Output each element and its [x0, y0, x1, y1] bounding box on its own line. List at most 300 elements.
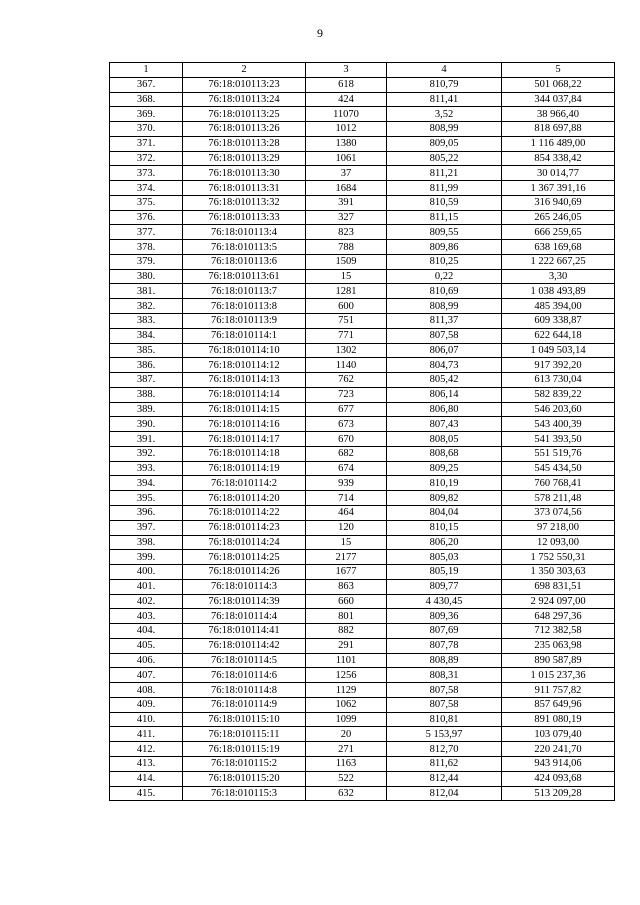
rate-cell: 809,36: [387, 609, 502, 624]
area-cell: 424: [306, 92, 387, 107]
area-cell: 677: [306, 402, 387, 417]
row-number-cell: 385.: [110, 343, 183, 358]
amount-cell: 541 393,50: [502, 432, 615, 447]
table-row: [110, 624, 615, 639]
cadastral-number-cell: 76:18:010114:2: [183, 476, 306, 491]
amount-cell: 235 063,98: [502, 638, 615, 653]
amount-cell: 485 394,00: [502, 299, 615, 314]
area-cell: 670: [306, 432, 387, 447]
area-cell: 801: [306, 609, 387, 624]
rate-cell: 805,22: [387, 151, 502, 166]
row-number-cell: 406.: [110, 653, 183, 668]
table-row: [110, 461, 615, 476]
rate-cell: 809,77: [387, 579, 502, 594]
table-row: [110, 343, 615, 358]
row-number-cell: 374.: [110, 181, 183, 196]
area-cell: 1061: [306, 151, 387, 166]
rate-cell: 806,80: [387, 402, 502, 417]
cadastral-number-cell: 76:18:010114:23: [183, 520, 306, 535]
amount-cell: 97 218,00: [502, 520, 615, 535]
amount-cell: 220 241,70: [502, 742, 615, 757]
area-cell: 120: [306, 520, 387, 535]
row-number-cell: 387.: [110, 373, 183, 388]
area-cell: 939: [306, 476, 387, 491]
column-header: 3: [306, 63, 387, 78]
cadastral-number-cell: 76:18:010114:8: [183, 683, 306, 698]
rate-cell: 805,03: [387, 550, 502, 565]
rate-cell: 805,19: [387, 565, 502, 580]
cadastral-number-cell: 76:18:010115:11: [183, 727, 306, 742]
cadastral-number-cell: 76:18:010114:42: [183, 638, 306, 653]
row-number-cell: 389.: [110, 402, 183, 417]
cadastral-number-cell: 76:18:010113:5: [183, 240, 306, 255]
column-header: 2: [183, 63, 306, 78]
rate-cell: 809,86: [387, 240, 502, 255]
rate-cell: 804,04: [387, 505, 502, 520]
cadastral-number-cell: 76:18:010115:10: [183, 712, 306, 727]
table-row: [110, 254, 615, 269]
cadastral-number-cell: 76:18:010114:4: [183, 609, 306, 624]
table-row: [110, 299, 615, 314]
table-row: [110, 432, 615, 447]
amount-cell: 265 246,05: [502, 210, 615, 225]
area-cell: 1380: [306, 136, 387, 151]
cadastral-number-cell: 76:18:010113:25: [183, 107, 306, 122]
amount-cell: 545 434,50: [502, 461, 615, 476]
area-cell: 1012: [306, 122, 387, 137]
amount-cell: 638 169,68: [502, 240, 615, 255]
row-number-cell: 383.: [110, 314, 183, 329]
area-cell: 1256: [306, 668, 387, 683]
row-number-cell: 370.: [110, 122, 183, 137]
row-number-cell: 407.: [110, 668, 183, 683]
area-cell: 863: [306, 579, 387, 594]
cadastral-number-cell: 76:18:010114:25: [183, 550, 306, 565]
rate-cell: 811,62: [387, 756, 502, 771]
row-number-cell: 393.: [110, 461, 183, 476]
table-row: [110, 683, 615, 698]
area-cell: 1684: [306, 181, 387, 196]
table-row: [110, 314, 615, 329]
cadastral-number-cell: 76:18:010113:6: [183, 254, 306, 269]
cadastral-number-cell: 76:18:010113:8: [183, 299, 306, 314]
rate-cell: 810,25: [387, 254, 502, 269]
cadastral-number-cell: 76:18:010115:20: [183, 771, 306, 786]
cadastral-number-cell: 76:18:010114:20: [183, 491, 306, 506]
table-row: [110, 476, 615, 491]
area-cell: 823: [306, 225, 387, 240]
area-cell: 391: [306, 195, 387, 210]
row-number-cell: 401.: [110, 579, 183, 594]
row-number-cell: 381.: [110, 284, 183, 299]
amount-cell: 103 079,40: [502, 727, 615, 742]
table-row: [110, 373, 615, 388]
table-row: [110, 417, 615, 432]
amount-cell: 1 116 489,00: [502, 136, 615, 151]
row-number-cell: 373.: [110, 166, 183, 181]
table-row: [110, 756, 615, 771]
cadastral-number-cell: 76:18:010114:19: [183, 461, 306, 476]
cadastral-number-cell: 76:18:010114:5: [183, 653, 306, 668]
table-row: [110, 92, 615, 107]
area-cell: 788: [306, 240, 387, 255]
rate-cell: 809,05: [387, 136, 502, 151]
area-cell: 327: [306, 210, 387, 225]
area-cell: 271: [306, 742, 387, 757]
cadastral-number-cell: 76:18:010115:19: [183, 742, 306, 757]
rate-cell: 807,58: [387, 697, 502, 712]
amount-cell: 373 074,56: [502, 505, 615, 520]
area-cell: 674: [306, 461, 387, 476]
row-number-cell: 413.: [110, 756, 183, 771]
area-cell: 600: [306, 299, 387, 314]
cadastral-number-cell: 76:18:010114:18: [183, 446, 306, 461]
cadastral-number-cell: 76:18:010114:3: [183, 579, 306, 594]
area-cell: 522: [306, 771, 387, 786]
table-row: [110, 166, 615, 181]
cadastral-number-cell: 76:18:010113:28: [183, 136, 306, 151]
rate-cell: 808,68: [387, 446, 502, 461]
cadastral-number-cell: 76:18:010115:3: [183, 786, 306, 801]
rate-cell: 807,43: [387, 417, 502, 432]
area-cell: 1509: [306, 254, 387, 269]
rate-cell: 805,42: [387, 373, 502, 388]
table-row: [110, 653, 615, 668]
area-cell: 1163: [306, 756, 387, 771]
cadastral-number-cell: 76:18:010113:30: [183, 166, 306, 181]
amount-cell: 857 649,96: [502, 697, 615, 712]
row-number-cell: 400.: [110, 565, 183, 580]
row-number-cell: 379.: [110, 254, 183, 269]
area-cell: 2177: [306, 550, 387, 565]
area-cell: 723: [306, 387, 387, 402]
amount-cell: 582 839,22: [502, 387, 615, 402]
rate-cell: 810,19: [387, 476, 502, 491]
table-row: [110, 210, 615, 225]
rate-cell: 804,73: [387, 358, 502, 373]
rate-cell: 809,55: [387, 225, 502, 240]
cadastral-number-cell: 76:18:010114:9: [183, 697, 306, 712]
rate-cell: 808,99: [387, 299, 502, 314]
table-row: [110, 491, 615, 506]
rate-cell: 812,70: [387, 742, 502, 757]
cadastral-number-cell: 76:18:010113:26: [183, 122, 306, 137]
row-number-cell: 398.: [110, 535, 183, 550]
amount-cell: 890 587,89: [502, 653, 615, 668]
amount-cell: 578 211,48: [502, 491, 615, 506]
area-cell: 1129: [306, 683, 387, 698]
amount-cell: 513 209,28: [502, 786, 615, 801]
area-cell: 1062: [306, 697, 387, 712]
table-row: [110, 284, 615, 299]
amount-cell: 1 752 550,31: [502, 550, 615, 565]
row-number-cell: 391.: [110, 432, 183, 447]
table-row: [110, 225, 615, 240]
amount-cell: 622 644,18: [502, 328, 615, 343]
row-number-cell: 382.: [110, 299, 183, 314]
table-row: [110, 535, 615, 550]
cadastral-number-cell: 76:18:010113:32: [183, 195, 306, 210]
cadastral-number-cell: 76:18:010114:1: [183, 328, 306, 343]
cadastral-number-cell: 76:18:010114:6: [183, 668, 306, 683]
rate-cell: 806,07: [387, 343, 502, 358]
rate-cell: 811,15: [387, 210, 502, 225]
row-number-cell: 380.: [110, 269, 183, 284]
rate-cell: 810,79: [387, 77, 502, 92]
table-row: [110, 181, 615, 196]
table-row: [110, 712, 615, 727]
amount-cell: 38 966,40: [502, 107, 615, 122]
page-number: 9: [317, 26, 323, 40]
rate-cell: 807,78: [387, 638, 502, 653]
amount-cell: 917 392,20: [502, 358, 615, 373]
amount-cell: 1 367 391,16: [502, 181, 615, 196]
cadastral-number-cell: 76:18:010114:22: [183, 505, 306, 520]
table-row: [110, 550, 615, 565]
row-number-cell: 368.: [110, 92, 183, 107]
cadastral-number-cell: 76:18:010115:2: [183, 756, 306, 771]
row-number-cell: 377.: [110, 225, 183, 240]
table-row: [110, 107, 615, 122]
amount-cell: 546 203,60: [502, 402, 615, 417]
row-number-cell: 375.: [110, 195, 183, 210]
amount-cell: 613 730,04: [502, 373, 615, 388]
table-row: [110, 771, 615, 786]
rate-cell: 4 430,45: [387, 594, 502, 609]
cadastral-number-cell: 76:18:010114:16: [183, 417, 306, 432]
table-row: [110, 565, 615, 580]
table-row: [110, 579, 615, 594]
row-number-cell: 388.: [110, 387, 183, 402]
rate-cell: 807,58: [387, 683, 502, 698]
cadastral-number-cell: 76:18:010113:23: [183, 77, 306, 92]
area-cell: 682: [306, 446, 387, 461]
area-cell: 1140: [306, 358, 387, 373]
row-number-cell: 405.: [110, 638, 183, 653]
row-number-cell: 408.: [110, 683, 183, 698]
table-body: [110, 77, 615, 801]
cadastral-number-cell: 76:18:010113:61: [183, 269, 306, 284]
amount-cell: 2 924 097,00: [502, 594, 615, 609]
row-number-cell: 394.: [110, 476, 183, 491]
amount-cell: 854 338,42: [502, 151, 615, 166]
area-cell: 15: [306, 535, 387, 550]
row-number-cell: 411.: [110, 727, 183, 742]
area-cell: 11070: [306, 107, 387, 122]
amount-cell: 760 768,41: [502, 476, 615, 491]
table-row: [110, 727, 615, 742]
column-header: 4: [387, 63, 502, 78]
cadastral-number-cell: 76:18:010113:33: [183, 210, 306, 225]
row-number-cell: 384.: [110, 328, 183, 343]
area-cell: 15: [306, 269, 387, 284]
cadastral-number-cell: 76:18:010114:26: [183, 565, 306, 580]
table-row: [110, 195, 615, 210]
column-header: 1: [110, 63, 183, 78]
rate-cell: 807,69: [387, 624, 502, 639]
row-number-cell: 386.: [110, 358, 183, 373]
table-row: [110, 786, 615, 801]
amount-cell: 648 297,36: [502, 609, 615, 624]
table-row: [110, 609, 615, 624]
rate-cell: 812,04: [387, 786, 502, 801]
rate-cell: 809,82: [387, 491, 502, 506]
area-cell: 771: [306, 328, 387, 343]
area-cell: 1302: [306, 343, 387, 358]
amount-cell: 609 338,87: [502, 314, 615, 329]
area-cell: 37: [306, 166, 387, 181]
table-row: [110, 638, 615, 653]
table-row: [110, 520, 615, 535]
cadastral-number-cell: 76:18:010113:7: [183, 284, 306, 299]
rate-cell: 810,69: [387, 284, 502, 299]
rate-cell: 806,20: [387, 535, 502, 550]
amount-cell: 12 093,00: [502, 535, 615, 550]
amount-cell: 1 350 303,63: [502, 565, 615, 580]
cadastral-number-cell: 76:18:010113:4: [183, 225, 306, 240]
row-number-cell: 410.: [110, 712, 183, 727]
amount-cell: 1 038 493,89: [502, 284, 615, 299]
rate-cell: 0,22: [387, 269, 502, 284]
row-number-cell: 372.: [110, 151, 183, 166]
row-number-cell: 376.: [110, 210, 183, 225]
cadastral-number-cell: 76:18:010114:12: [183, 358, 306, 373]
cadastral-number-cell: 76:18:010114:10: [183, 343, 306, 358]
row-number-cell: 414.: [110, 771, 183, 786]
table-row: [110, 358, 615, 373]
amount-cell: 712 382,58: [502, 624, 615, 639]
area-cell: 673: [306, 417, 387, 432]
row-number-cell: 409.: [110, 697, 183, 712]
table-row: [110, 668, 615, 683]
amount-cell: 1 222 667,25: [502, 254, 615, 269]
row-number-cell: 395.: [110, 491, 183, 506]
data-table: [109, 62, 615, 801]
amount-cell: 344 037,84: [502, 92, 615, 107]
amount-cell: 891 080,19: [502, 712, 615, 727]
row-number-cell: 403.: [110, 609, 183, 624]
table-row: [110, 77, 615, 92]
amount-cell: 818 697,88: [502, 122, 615, 137]
amount-cell: 943 914,06: [502, 756, 615, 771]
table-row: [110, 328, 615, 343]
area-cell: 618: [306, 77, 387, 92]
row-number-cell: 378.: [110, 240, 183, 255]
table-row: [110, 269, 615, 284]
cadastral-number-cell: 76:18:010114:41: [183, 624, 306, 639]
cadastral-number-cell: 76:18:010113:31: [183, 181, 306, 196]
rate-cell: 808,99: [387, 122, 502, 137]
table-row: [110, 136, 615, 151]
rate-cell: 809,25: [387, 461, 502, 476]
row-number-cell: 396.: [110, 505, 183, 520]
row-number-cell: 402.: [110, 594, 183, 609]
cadastral-number-cell: 76:18:010113:24: [183, 92, 306, 107]
row-number-cell: 404.: [110, 624, 183, 639]
amount-cell: 1 015 237,36: [502, 668, 615, 683]
rate-cell: 808,31: [387, 668, 502, 683]
cadastral-number-cell: 76:18:010114:17: [183, 432, 306, 447]
table-header-row: [110, 63, 615, 78]
area-cell: 660: [306, 594, 387, 609]
table-row: [110, 505, 615, 520]
row-number-cell: 399.: [110, 550, 183, 565]
amount-cell: 30 014,77: [502, 166, 615, 181]
area-cell: 882: [306, 624, 387, 639]
table-row: [110, 387, 615, 402]
row-number-cell: 392.: [110, 446, 183, 461]
area-cell: 20: [306, 727, 387, 742]
row-number-cell: 369.: [110, 107, 183, 122]
area-cell: 464: [306, 505, 387, 520]
cadastral-number-cell: 76:18:010114:14: [183, 387, 306, 402]
rate-cell: 810,81: [387, 712, 502, 727]
amount-cell: 501 068,22: [502, 77, 615, 92]
table-row: [110, 446, 615, 461]
area-cell: 1099: [306, 712, 387, 727]
table-row: [110, 240, 615, 255]
rate-cell: 811,21: [387, 166, 502, 181]
column-header: 5: [502, 63, 615, 78]
table-row: [110, 151, 615, 166]
row-number-cell: 415.: [110, 786, 183, 801]
rate-cell: 808,05: [387, 432, 502, 447]
table-row: [110, 402, 615, 417]
area-cell: 1101: [306, 653, 387, 668]
area-cell: 1281: [306, 284, 387, 299]
row-number-cell: 397.: [110, 520, 183, 535]
area-cell: 751: [306, 314, 387, 329]
area-cell: 762: [306, 373, 387, 388]
cadastral-number-cell: 76:18:010114:13: [183, 373, 306, 388]
amount-cell: 551 519,76: [502, 446, 615, 461]
table-row: [110, 122, 615, 137]
table-row: [110, 594, 615, 609]
rate-cell: 808,89: [387, 653, 502, 668]
area-cell: 1677: [306, 565, 387, 580]
rate-cell: 5 153,97: [387, 727, 502, 742]
table-row: [110, 697, 615, 712]
cadastral-number-cell: 76:18:010114:15: [183, 402, 306, 417]
area-cell: 291: [306, 638, 387, 653]
row-number-cell: 371.: [110, 136, 183, 151]
rate-cell: 810,15: [387, 520, 502, 535]
rate-cell: 811,37: [387, 314, 502, 329]
area-cell: 632: [306, 786, 387, 801]
rate-cell: 3,52: [387, 107, 502, 122]
rate-cell: 810,59: [387, 195, 502, 210]
rate-cell: 811,41: [387, 92, 502, 107]
table-row: [110, 742, 615, 757]
row-number-cell: 412.: [110, 742, 183, 757]
amount-cell: 1 049 503,14: [502, 343, 615, 358]
area-cell: 714: [306, 491, 387, 506]
amount-cell: 543 400,39: [502, 417, 615, 432]
amount-cell: 911 757,82: [502, 683, 615, 698]
rate-cell: 807,58: [387, 328, 502, 343]
rate-cell: 812,44: [387, 771, 502, 786]
rate-cell: 811,99: [387, 181, 502, 196]
cadastral-number-cell: 76:18:010113:29: [183, 151, 306, 166]
amount-cell: 424 093,68: [502, 771, 615, 786]
row-number-cell: 390.: [110, 417, 183, 432]
cadastral-number-cell: 76:18:010114:39: [183, 594, 306, 609]
amount-cell: 698 831,51: [502, 579, 615, 594]
amount-cell: 3,30: [502, 269, 615, 284]
cadastral-number-cell: 76:18:010114:24: [183, 535, 306, 550]
row-number-cell: 367.: [110, 77, 183, 92]
amount-cell: 666 259,65: [502, 225, 615, 240]
